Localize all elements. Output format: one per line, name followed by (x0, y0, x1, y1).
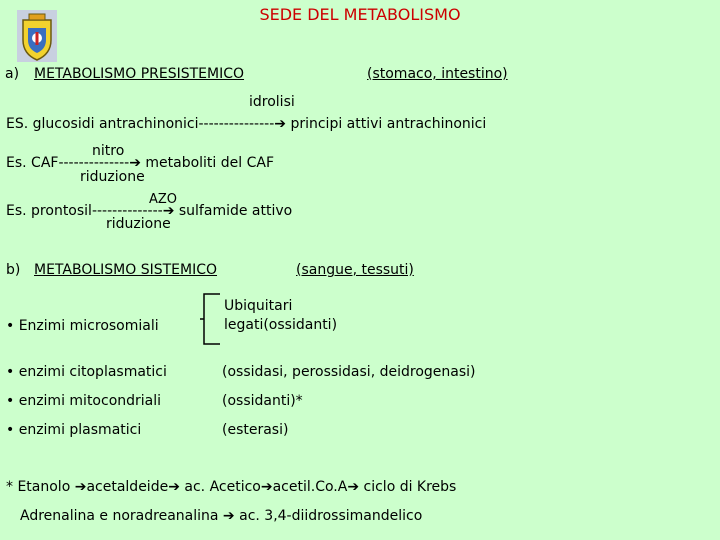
enzyme-desc-mitocondriali: (ossidanti)* (222, 393, 303, 409)
example-1-product: principi attivi antrachinonici (290, 116, 487, 132)
footnote-line-1 (6, 479, 456, 495)
enzyme-desc-plasmatici: (esterasi) (222, 422, 289, 438)
enzyme-label-mitocondriali: • enzimi mitocondriali (6, 393, 162, 409)
footnote-acetaldeide: acetaldeide (86, 479, 169, 495)
section-b-marker: b) (6, 262, 21, 278)
example-2-product: metaboliti del CAF (145, 155, 274, 171)
bracket-icon (200, 292, 222, 346)
microsomal-desc-line2: legati(ossidanti) (224, 317, 338, 333)
footnote-diidrossimandelico: ac. 3,4-diidrossimandelico (239, 508, 423, 524)
arrow-right-icon: ➔ (347, 479, 360, 495)
example-1-dashes: --------------- (198, 116, 275, 132)
enzyme-label-plasmatici: • enzimi plasmatici (6, 422, 142, 438)
example-3-substrate: Es. prontosil (6, 203, 92, 219)
arrow-right-icon: ➔ (260, 479, 273, 495)
microsomal-desc-line1: Ubiquitari (224, 298, 293, 314)
example-3-product: sulfamide attivo (178, 203, 293, 219)
reaction-label-azo: AZO (149, 192, 178, 207)
reaction-label-idrolisi: idrolisi (249, 94, 295, 110)
enzyme-desc-citoplasmatici: (ossidasi, perossidasi, deidrogenasi) (222, 364, 476, 380)
footnote-acetil-coa: acetil.Co.A (272, 479, 348, 495)
arrow-right-icon: ➔ (274, 116, 286, 132)
arrow-right-icon: ➔ (222, 508, 235, 524)
reaction-label-riduzione-2: riduzione (106, 216, 171, 232)
page-title: SEDE DEL METABOLISMO (259, 5, 461, 24)
section-a-heading: METABOLISMO PRESISTEMICO (34, 66, 245, 82)
example-2-dashes: -------------- (58, 155, 130, 171)
example-3-dashes: -------------- (91, 203, 163, 219)
section-a-marker: a) (5, 66, 20, 82)
section-a-location: (stomaco, intestino) (367, 66, 508, 82)
footnote-etanolo: * Etanolo (6, 479, 71, 495)
footnote-adrenalina: Adrenalina e noradreanalina (20, 508, 219, 524)
arrow-right-icon: ➔ (129, 155, 141, 171)
reaction-label-riduzione: riduzione (80, 169, 145, 185)
arrow-right-icon: ➔ (74, 479, 87, 495)
section-b-heading: METABOLISMO SISTEMICO (34, 262, 218, 278)
example-line-1 (6, 116, 486, 132)
arrow-right-icon: ➔ (162, 203, 175, 219)
enzyme-label-citoplasmatici: • enzimi citoplasmatici (6, 364, 167, 380)
enzyme-label-microsomiali: • Enzimi microsomiali (6, 318, 159, 334)
section-b-location: (sangue, tessuti) (296, 262, 414, 278)
footnote-krebs: ciclo di Krebs (363, 479, 457, 495)
arrow-right-icon: ➔ (168, 479, 180, 495)
example-1-substrate: ES. glucosidi antrachinonici (6, 116, 199, 132)
footnote-line-2 (20, 508, 422, 524)
footnote-ac-acetico: ac. Acetico (184, 479, 261, 495)
example-2-substrate: Es. CAF (6, 155, 59, 171)
reaction-label-nitro: nitro (92, 143, 125, 159)
